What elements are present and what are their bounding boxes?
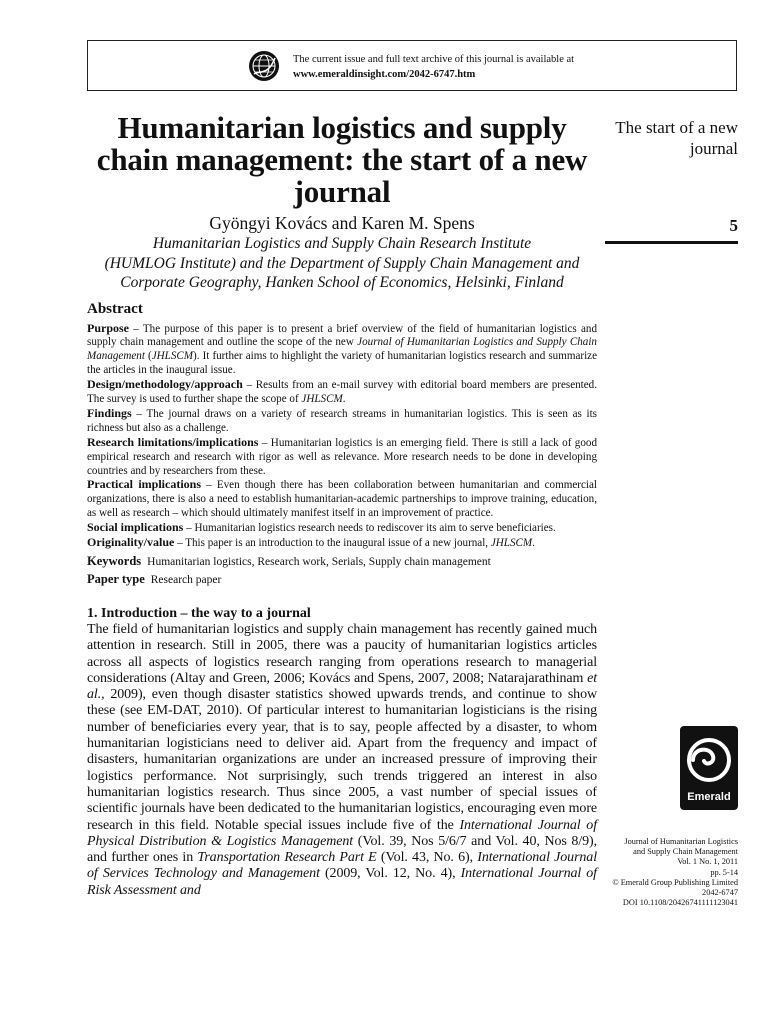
abstract-social: Social implications – Humanitarian logistics research needs to rediscover its aim to serve beneficiaries. bbox=[87, 520, 556, 535]
limitations-label: Research limitations/implications bbox=[87, 434, 259, 449]
page-number: 5 bbox=[729, 216, 738, 235]
banner-text bbox=[293, 52, 574, 82]
abstract-findings: Findings – The journal draws on a variety of research streams in humanitarian logistics. This is seen as its richness but also as a challenge. bbox=[87, 405, 597, 434]
purpose-label: Purpose bbox=[87, 320, 129, 335]
authors: Gyöngyi Kovács and Karen M. Spens bbox=[209, 213, 475, 233]
journal-info bbox=[596, 837, 738, 908]
abstract-practical: Practical implications – Even though there has been collaboration between humanitarian and commercial organizations, there is also a need to establish humanitarian-academic partnerships to improve training, education, as well as research – which should ultimately manifest itself in an improvement of practice. bbox=[87, 477, 597, 520]
journal-info-line: and Supply Chain Management bbox=[633, 847, 738, 857]
emerald-swirl-icon bbox=[680, 730, 738, 790]
paper-type-label: Paper type bbox=[87, 572, 145, 586]
emerald-logo bbox=[680, 726, 738, 810]
paper-type-text: Research paper bbox=[150, 574, 222, 586]
keywords bbox=[87, 554, 597, 570]
article-title: Humanitarian logistics and supply chain management: the start of a new journal bbox=[96, 110, 588, 209]
abstract-limitations: Research limitations/implications – Humanitarian logistics is an emerging field. There is still a lack of good empirical research and research with rigor as well as relevance. More research needs to be done in developing countries and by researchers from these. bbox=[87, 434, 597, 477]
design-label: Design/methodology/approach bbox=[87, 377, 243, 392]
sidebar-rule bbox=[605, 241, 738, 244]
keywords-label: Keywords bbox=[87, 554, 142, 568]
abstract-body bbox=[87, 322, 597, 552]
banner-line: The current issue and full text archive of this journal is available at bbox=[293, 54, 575, 65]
section-heading: 1. Introduction – the way to a journal bbox=[87, 606, 311, 621]
findings-label: Findings bbox=[87, 405, 132, 420]
abstract-heading: Abstract bbox=[87, 300, 143, 317]
journal-info-line: Vol. 1 No. 1, 2011 bbox=[677, 857, 738, 867]
abstract-originality: Originality/value – This paper is an introduction to the inaugural issue of a new journal, JHLSCM. bbox=[87, 535, 535, 550]
archive-banner bbox=[87, 40, 737, 91]
journal-info-line: Journal of Humanitarian Logistics bbox=[624, 837, 738, 846]
affiliation-line: Humanitarian Logistics and Supply Chain Research Institute bbox=[152, 235, 532, 252]
journal-url-link[interactable]: www.emeraldinsight.com/2042-6747.htm bbox=[293, 69, 476, 80]
logo-wordmark: Emerald bbox=[687, 791, 731, 803]
emerald-globe-icon bbox=[248, 50, 280, 82]
affiliation-line: (HUMLOG Institute) and the Department of Supply Chain Management and bbox=[104, 254, 580, 272]
main-column bbox=[87, 112, 597, 899]
intro-paragraph: The field of humanitarian logistics and supply chain management has recently gained much attention in research. Still in 2005, there was a paucity of humanitarian logistics articles across all aspects of logistics research ranging from operations research to managerial considerations (Altay and Green, 2006; Kovács and Spens, 2007, 2008; Natarajarathinam et al., 2009), even though disaster statistics showed upwards trends, and continue to show these (see EM-DAT, 2010). Of particular interest to humanitarian logisticians is the rising number of beneficiaries every year, that is to say, people affected by a disaster, to whom humanitarian logisticians need to deliver aid. Apart from the frequency and impact of disasters, humanitarian organizations are under an increased pressure of improving their logistics performance. Not surprisingly, such trends triggered an interest in also humanitarian logistics research. Thus since 2005, a vast number of special issues of scientific journals have been dedicated to the humanitarian logistics, encouraging even more research in this field. Notable special issues include five of the International Journal of Physical Distribution & Logistics Management (Vol. 39, Nos 5/6/7 and Vol. 40, Nos 8/9), and further ones in Transportation Research Part E (Vol. 43, No. 6), International Journal of Services Technology and Management (2009, Vol. 12, No. 4), International Journal of Risk Assessment and bbox=[87, 622, 598, 898]
social-label: Social implications bbox=[87, 520, 184, 535]
practical-label: Practical implications bbox=[87, 477, 202, 492]
abstract-design: Design/methodology/approach – Results from an e-mail survey with editorial board members are presented. The survey is used to further shape the scope of JHLSCM. bbox=[87, 377, 597, 406]
affiliation bbox=[87, 234, 597, 293]
running-title: The start of a new journal bbox=[615, 118, 738, 158]
doi: DOI 10.1108/20426741111123041 bbox=[622, 898, 738, 908]
affiliation-line: Corporate Geography, Hanken School of Economics, Helsinki, Finland bbox=[120, 274, 564, 291]
journal-info-line: © Emerald Group Publishing Limited bbox=[612, 877, 738, 887]
abstract-purpose: Purpose – The purpose of this paper is to present a brief overview of the field of humanitarian logistics and supply chain management and outline the scope of the new Journal of Humanitarian Logistics and Supply Chain Management (JHLSCM). It further aims to highlight the variety of humanitarian logistics research and summarize the articles in the inaugural issue. bbox=[87, 320, 598, 377]
journal-info-line: pp. 5-14 bbox=[710, 867, 738, 877]
journal-info-line: 2042-6747 bbox=[702, 888, 738, 898]
keywords-text: Humanitarian logistics, Research work, Serials, Supply chain management bbox=[147, 556, 491, 568]
paper-type bbox=[87, 572, 597, 588]
originality-label: Originality/value bbox=[87, 535, 175, 550]
